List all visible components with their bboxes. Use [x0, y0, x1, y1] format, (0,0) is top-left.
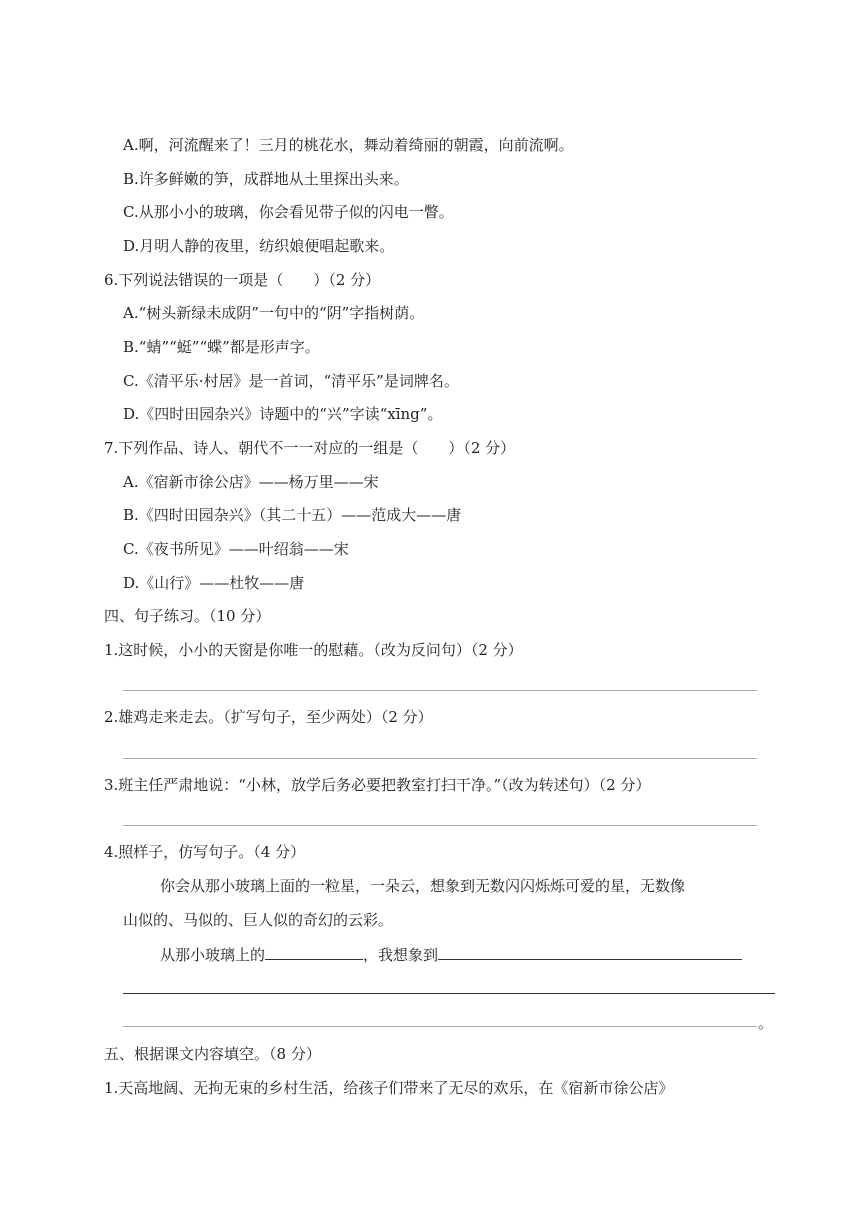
q7-stem: 7.下列作品、诗人、朝代不一一对应的一组是（ ）（2 分） [104, 439, 516, 457]
s4-q4-fill-line [160, 944, 742, 965]
s4-q4-answer-line-2[interactable] [123, 993, 775, 994]
q6-stem: 6.下列说法错误的一项是（ ）（2 分） [104, 271, 381, 289]
s4-q2-answer-line[interactable] [123, 758, 757, 759]
fill-middle: ，我想象到 [363, 946, 439, 964]
s4-q4-prompt: 4.照样子，仿写句子。（4 分） [104, 843, 306, 861]
s4-q1-answer-line[interactable] [123, 690, 757, 691]
q6-option-d: D.《四时田园杂兴》诗题中的“兴”字读“xīng”。 [123, 405, 443, 423]
s4-q4-answer-line-3[interactable] [123, 1026, 757, 1027]
fill-blank-2[interactable] [438, 944, 742, 960]
q6-option-b: B.“蜻”“蜓”“蝶”都是形声字。 [123, 338, 320, 356]
fill-blank-1[interactable] [265, 944, 363, 960]
s5-q1-text: 1.天高地阔、无拘无束的乡村生活，给孩子们带来了无尽的欢乐，在《宿新市徐公店》 [104, 1079, 674, 1097]
q7-option-b: B.《四时田园杂兴》（其二十五）——范成大——唐 [123, 506, 462, 524]
q6-option-a: A.“树头新绿未成阴”一句中的“阴”字指树荫。 [123, 304, 425, 322]
q5-option-d: D.月明人静的夜里，纺织娘便唱起歌来。 [123, 237, 395, 255]
q7-option-c: C.《夜书所见》——叶绍翁——宋 [123, 540, 349, 558]
s4-q2-prompt: 2.雄鸡走来走去。（扩写句子，至少两处）（2 分） [104, 708, 433, 726]
q5-option-b: B.许多鲜嫩的笋，成群地从土里探出头来。 [123, 170, 409, 188]
s4-q3-prompt: 3.班主任严肃地说：“小林，放学后务必要把教室打扫干净。”（改为转述句）（2 分） [104, 776, 651, 794]
fill-prefix: 从那小玻璃上的 [160, 946, 266, 964]
s4-q4-example-line1: 你会从那小玻璃上面的一粒星，一朵云，想象到无数闪闪烁烁可爱的星，无数像 [160, 877, 686, 895]
q5-option-c: C.从那小小的玻璃，你会看见带子似的闪电一瞥。 [123, 203, 454, 221]
q5-option-a: A.啊，河流醒来了！三月的桃花水，舞动着绮丽的朝霞，向前流啊。 [123, 136, 574, 154]
s4-q4-example-line2: 山似的、马似的、巨人似的奇幻的云彩。 [123, 911, 394, 929]
q7-option-d: D.《山行》——杜牧——唐 [123, 574, 305, 592]
s4-q4-end-period: 。 [758, 1014, 774, 1032]
q7-option-a: A.《宿新市徐公店》——杨万里——宋 [123, 473, 379, 491]
section-4-title: 四、句子练习。（10 分） [104, 607, 271, 625]
section-5-title: 五、根据课文内容填空。（8 分） [104, 1045, 321, 1063]
q6-option-c: C.《清平乐·村居》是一首词，“清平乐”是词牌名。 [123, 372, 459, 390]
s4-q3-answer-line[interactable] [123, 825, 757, 826]
s4-q1-prompt: 1.这时候，小小的天窗是你唯一的慰藉。（改为反问句）（2 分） [104, 641, 523, 659]
